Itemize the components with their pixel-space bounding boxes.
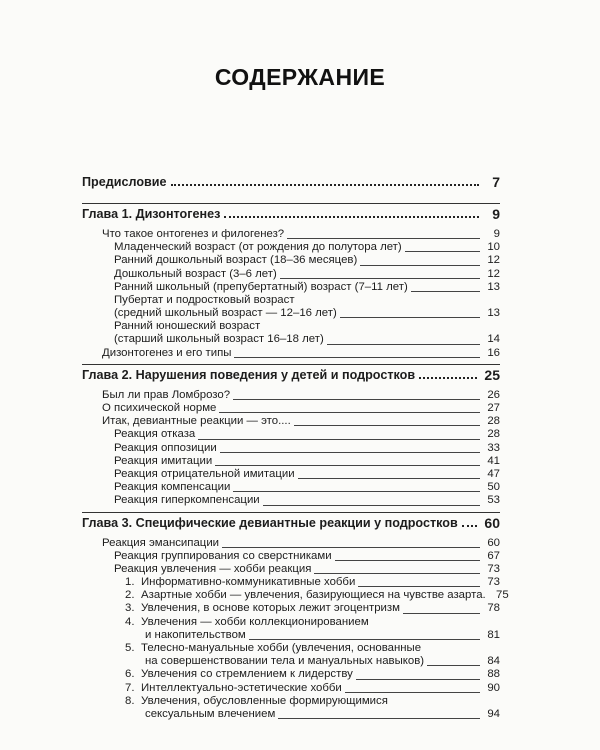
leader-line xyxy=(263,505,480,506)
toc-page-number: 13 xyxy=(487,307,500,320)
toc-item[interactable] xyxy=(82,241,500,254)
toc-page-number: 28 xyxy=(487,428,500,441)
toc-item-title-cont: и накопительством xyxy=(145,628,246,641)
toc-page-number: 41 xyxy=(487,454,500,467)
leader-line xyxy=(294,425,480,426)
toc-item[interactable] xyxy=(82,481,500,494)
leader-line xyxy=(215,465,480,466)
list-number: 6. xyxy=(125,668,135,681)
toc-page-number: 9 xyxy=(492,206,500,222)
toc-item-continuation[interactable] xyxy=(82,708,500,721)
toc-item[interactable] xyxy=(82,347,500,360)
leader-dots xyxy=(462,525,478,527)
toc-page-number: 60 xyxy=(487,536,500,549)
leader-line xyxy=(327,344,480,345)
toc-entry-title: Предисловие xyxy=(82,175,167,189)
toc-item-title-cont: (старший школьный возраст 16–18 лет) xyxy=(114,333,324,346)
list-number: 4. xyxy=(125,615,135,628)
toc-item[interactable] xyxy=(82,281,500,294)
toc-item[interactable] xyxy=(82,428,500,441)
toc-item[interactable] xyxy=(82,254,500,267)
leader-line xyxy=(233,399,480,400)
toc-item-title: Что такое онтогенез и филогенез? xyxy=(102,227,285,240)
toc-chapter-1[interactable] xyxy=(82,207,500,222)
toc-item-title: Реакция компенсации xyxy=(114,481,231,494)
leader-line xyxy=(427,665,480,666)
toc-item[interactable] xyxy=(82,589,509,602)
toc-item-title: Реакция отказа xyxy=(114,428,196,441)
leader-line xyxy=(249,639,480,640)
toc-item-title: Реакция группирования со сверстниками xyxy=(114,549,332,562)
toc-item[interactable] xyxy=(82,563,500,576)
toc-page-number: 94 xyxy=(487,707,500,720)
leader-line xyxy=(234,357,480,358)
leader-line xyxy=(356,679,480,680)
toc-page-number: 33 xyxy=(487,441,500,454)
toc-item-title-cont: сексуальным влечением xyxy=(145,707,276,720)
toc-item[interactable] xyxy=(82,455,500,468)
toc-item-title: О психической норме xyxy=(102,402,217,415)
toc-item[interactable] xyxy=(82,494,500,507)
toc-item[interactable] xyxy=(82,415,500,428)
toc-item-title: Интеллектуально-эстетические хобби xyxy=(141,681,342,694)
toc-page-number: 67 xyxy=(487,549,500,562)
toc-item[interactable] xyxy=(82,682,500,695)
toc-item-title: Увлечения, обусловленные формирующимися xyxy=(141,694,388,707)
list-number: 3. xyxy=(125,602,135,615)
toc-item-title: Ранний дошкольный возраст (18–36 месяцев) xyxy=(114,254,358,267)
toc-item[interactable] xyxy=(82,468,500,481)
toc-item-continuation[interactable] xyxy=(82,655,500,668)
toc-page-number: 9 xyxy=(493,227,500,240)
toc-page-number: 27 xyxy=(487,402,500,415)
toc-item[interactable] xyxy=(82,389,500,402)
toc-item-title-cont: (средний школьный возраст — 12–16 лет) xyxy=(114,307,337,320)
toc-item[interactable] xyxy=(82,402,500,415)
toc-item-title-cont: на совершенствовании тела и мануальных навыков) xyxy=(145,655,425,668)
leader-dots xyxy=(171,184,479,186)
table-of-contents xyxy=(82,174,509,721)
page-title: СОДЕРЖАНИЕ xyxy=(214,64,386,90)
section-divider xyxy=(82,364,500,365)
toc-item-title: Реакция увлечения — хобби реакция xyxy=(114,562,312,575)
toc-item-title: Реакция гиперкомпенсации xyxy=(114,494,260,507)
leader-line xyxy=(198,439,480,440)
toc-page-number: 16 xyxy=(487,346,500,359)
toc-item-title: Был ли прав Ломброзо? xyxy=(102,388,231,401)
leader-line xyxy=(220,452,480,453)
toc-item[interactable] xyxy=(82,442,500,455)
leader-line xyxy=(403,613,480,614)
toc-item[interactable] xyxy=(82,268,500,281)
toc-page-number: 12 xyxy=(487,267,500,280)
toc-page-number: 13 xyxy=(487,280,500,293)
toc-page-number: 28 xyxy=(487,415,500,428)
toc-item-title: Реакция отрицательной имитации xyxy=(114,467,295,480)
toc-page-number: 50 xyxy=(487,481,500,494)
leader-line xyxy=(233,491,480,492)
toc-item-title: Азартные хобби — увлечения, базирующиеся на чувстве азарта. xyxy=(141,589,486,602)
toc-page-number: 26 xyxy=(487,388,500,401)
toc-item-title: Дизонтогенез и его типы xyxy=(102,346,232,359)
list-number: 7. xyxy=(125,681,135,694)
leader-line xyxy=(278,718,480,719)
toc-item-title: Информативно-коммуникативные хобби xyxy=(141,576,356,589)
leader-line xyxy=(335,560,480,561)
toc-page-number: 7 xyxy=(492,174,500,190)
section-divider xyxy=(82,203,500,204)
toc-page-number: 73 xyxy=(487,576,500,589)
toc-item[interactable] xyxy=(82,550,500,563)
toc-item-title: Пубертат и подростковый возраст xyxy=(114,293,295,306)
toc-item-continuation[interactable] xyxy=(82,307,500,320)
toc-page-number: 90 xyxy=(487,681,500,694)
leader-line xyxy=(280,278,480,279)
toc-entry-title: Глава 3. Специфические девиантные реакции у подростков xyxy=(82,515,458,530)
toc-item[interactable] xyxy=(82,576,500,589)
toc-item-title: Итак, девиантные реакции — это.... xyxy=(102,415,291,428)
toc-item-title: Увлечения со стремлением к лидерству xyxy=(141,668,353,681)
leader-line xyxy=(411,291,480,292)
toc-item[interactable] xyxy=(82,228,500,241)
toc-item[interactable] xyxy=(82,616,500,629)
toc-item-title: Увлечения — хобби коллекционированием xyxy=(141,615,369,628)
toc-entry-title: Глава 1. Дизонтогенез xyxy=(82,207,221,221)
leader-line xyxy=(345,692,480,693)
toc-page-number: 47 xyxy=(487,467,500,480)
toc-item-title: Ранний юношеский возраст xyxy=(114,320,261,333)
leader-line xyxy=(358,586,480,587)
toc-item-title: Реакция эмансипации xyxy=(102,536,220,549)
toc-item-title: Ранний школьный (препубертатный) возраст (7–11 лет) xyxy=(114,280,408,293)
toc-item[interactable] xyxy=(82,603,500,616)
toc-item[interactable] xyxy=(82,668,500,681)
leader-line xyxy=(219,412,480,413)
toc-chapter-2[interactable] xyxy=(82,368,500,383)
section-divider xyxy=(82,512,500,513)
toc-page-number: 25 xyxy=(484,366,500,383)
toc-page-number: 75 xyxy=(496,589,509,602)
toc-page-number: 60 xyxy=(484,514,500,531)
leader-line xyxy=(287,238,480,239)
toc-item-title: Реакция имитации xyxy=(114,454,213,467)
toc-page-number: 81 xyxy=(487,628,500,641)
toc-item[interactable] xyxy=(82,320,500,333)
toc-page-number: 14 xyxy=(487,333,500,346)
toc-item[interactable] xyxy=(82,537,500,550)
toc-page-number: 53 xyxy=(487,494,500,507)
toc-item-title: Увлечения, в основе которых лежит эгоцентризм xyxy=(141,602,400,615)
toc-item-title: Телесно-мануальные хобби (увлечения, основанные xyxy=(141,642,422,655)
leader-line xyxy=(222,547,480,548)
toc-item-title: Дошкольный возраст (3–6 лет) xyxy=(114,267,277,280)
list-number: 1. xyxy=(125,576,135,589)
toc-preface[interactable] xyxy=(82,175,500,190)
leader-line xyxy=(405,251,480,252)
leader-line xyxy=(298,478,480,479)
leader-line xyxy=(314,573,480,574)
toc-item-continuation[interactable] xyxy=(82,334,500,347)
toc-chapter-3[interactable] xyxy=(82,516,500,531)
toc-item[interactable] xyxy=(82,294,500,307)
toc-page-number: 73 xyxy=(487,562,500,575)
list-number: 8. xyxy=(125,694,135,707)
leader-dots xyxy=(224,216,479,218)
toc-item-title: Младенческий возраст (от рождения до полутора лет) xyxy=(114,241,402,254)
toc-item[interactable] xyxy=(82,642,500,655)
toc-page-number: 10 xyxy=(487,241,500,254)
toc-item[interactable] xyxy=(82,695,500,708)
toc-page-number: 78 xyxy=(487,602,500,615)
toc-item-title: Реакция оппозиции xyxy=(114,441,217,454)
toc-item-continuation[interactable] xyxy=(82,629,500,642)
toc-page-number: 84 xyxy=(487,655,500,668)
list-number: 2. xyxy=(125,589,135,602)
toc-page-number: 12 xyxy=(487,254,500,267)
toc-page-number: 88 xyxy=(487,668,500,681)
list-number: 5. xyxy=(125,642,135,655)
leader-line xyxy=(360,265,480,266)
toc-entry-title: Глава 2. Нарушения поведения у детей и подростков xyxy=(82,367,416,382)
leader-line xyxy=(340,317,480,318)
leader-dots xyxy=(419,377,477,379)
